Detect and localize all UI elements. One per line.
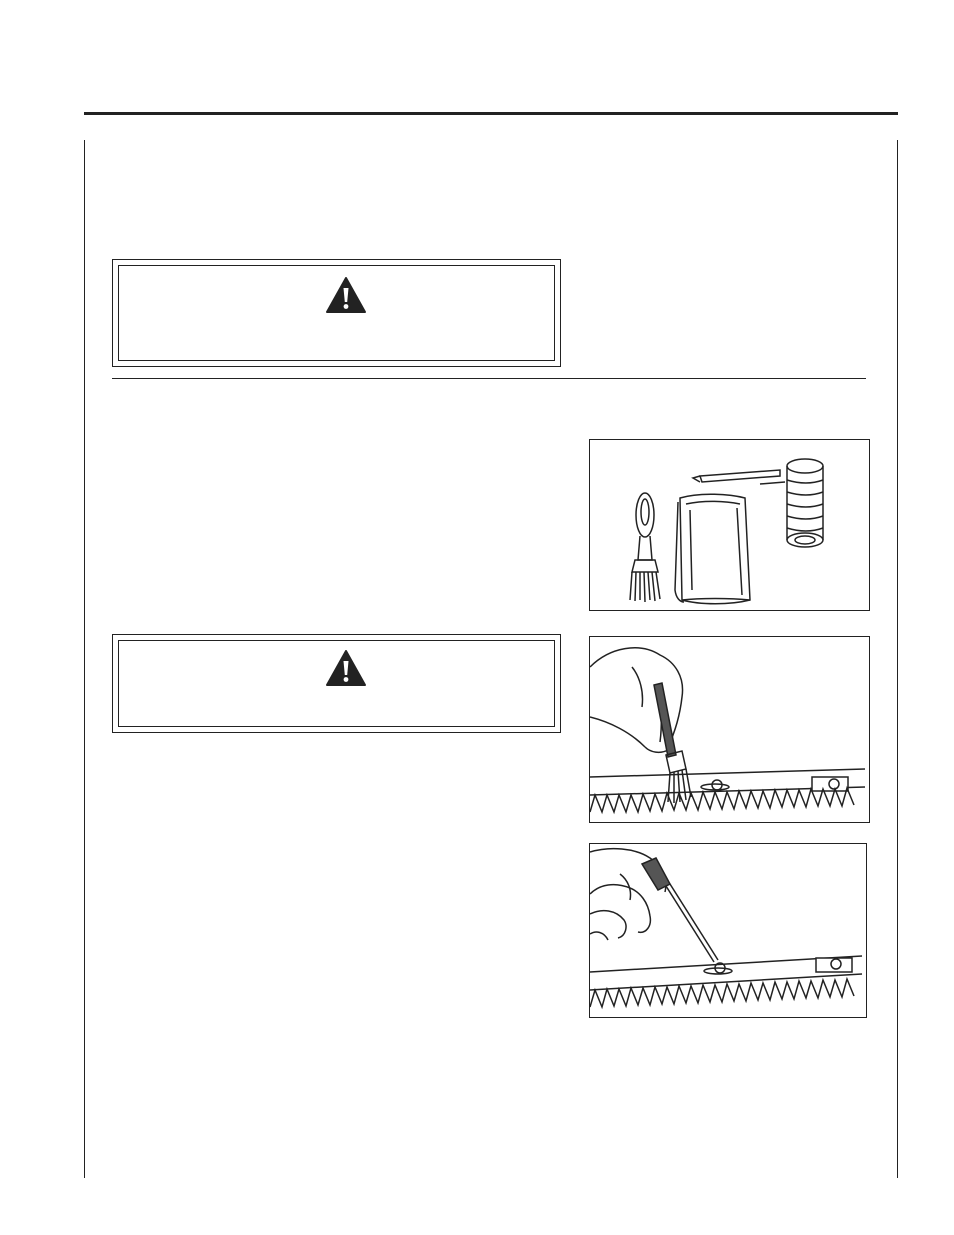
oil-can-drawing <box>693 459 823 547</box>
warning-triangle-icon <box>325 649 367 687</box>
figure-cleaning-supplies <box>589 439 870 611</box>
warning-box-1 <box>112 259 561 367</box>
brush-drawing <box>630 493 660 602</box>
cutter-bar-drawing <box>590 769 865 812</box>
header-rule <box>84 112 898 115</box>
right-margin-rule <box>897 140 898 1178</box>
left-margin-rule <box>84 140 85 1178</box>
brush-in-use-drawing <box>654 683 691 803</box>
cloth-drawing <box>675 494 750 604</box>
warning-box-2 <box>112 634 561 733</box>
figure-oiling-cutter-bar <box>589 843 867 1018</box>
section-divider <box>112 378 866 379</box>
oil-can-spout-drawing <box>642 858 718 962</box>
figure-brushing-cutter-bar <box>589 636 870 823</box>
cutter-bar-drawing <box>590 956 862 1007</box>
warning-triangle-icon <box>325 276 367 314</box>
